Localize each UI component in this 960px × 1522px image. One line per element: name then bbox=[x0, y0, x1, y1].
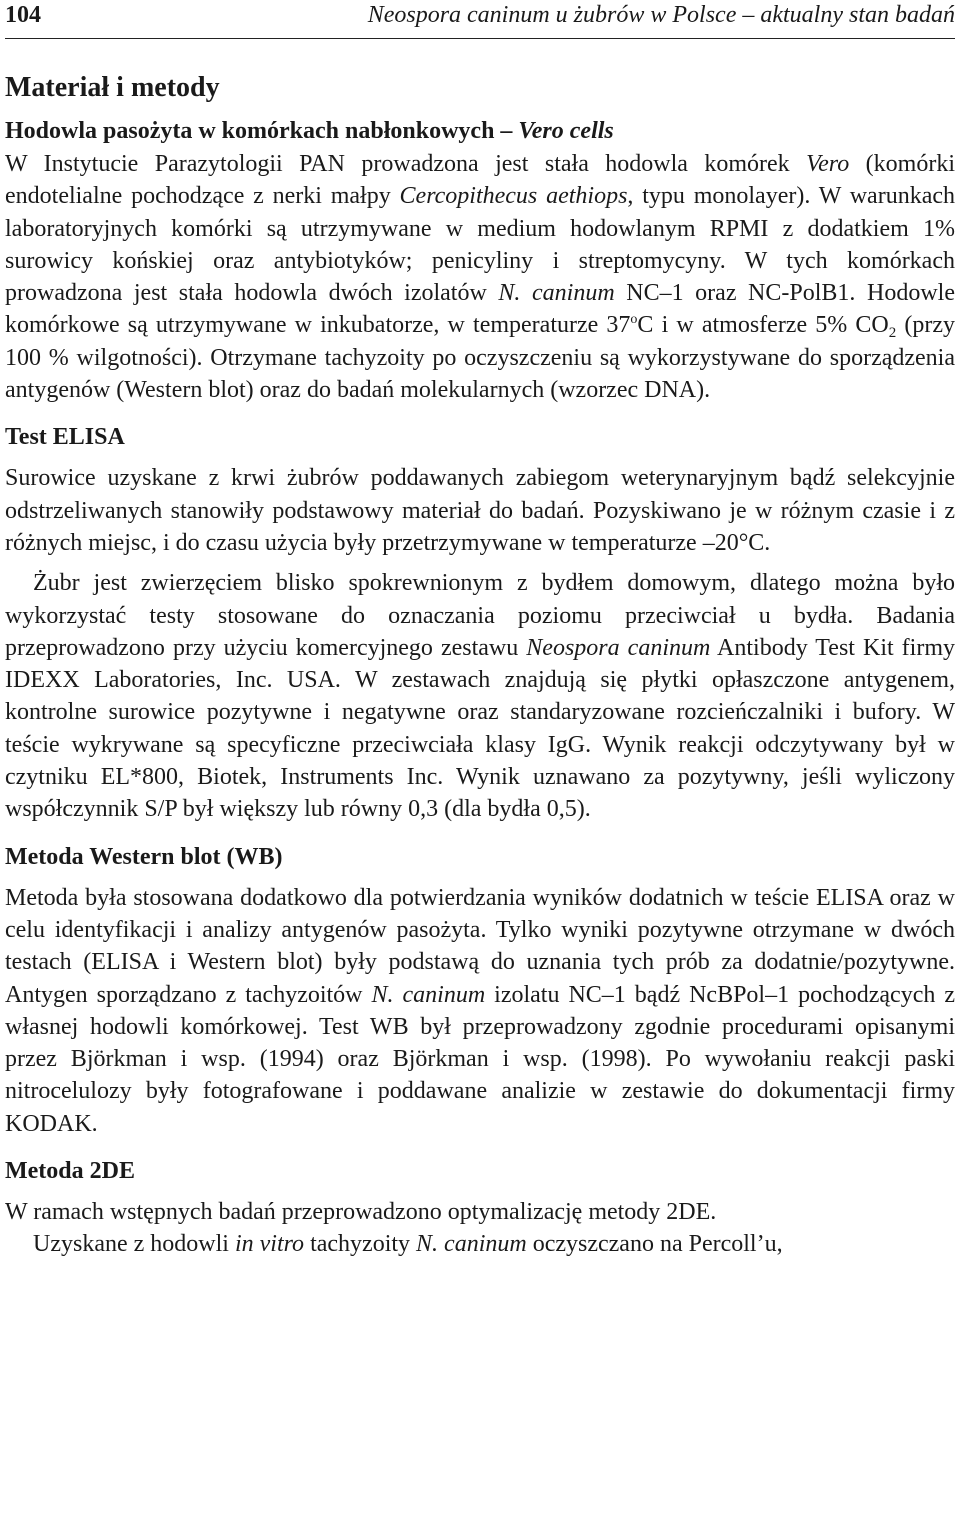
text-run: izolatu NC–1 bądź NcBPol–1 pochodzących z własnej hodowli komórkowej. Test WB był przeprowadzony zgodnie procedurami opisanymi przez Björkman i wsp. (1994) oraz Björkman i wsp. (1998). Po wywołaniu reakcji paski nitrocelulozy były fotografowane i poddawane analizie w zestawie do dokumentacji firmy KODAK. bbox=[5, 981, 955, 1137]
text-run: tachyzoity bbox=[304, 1231, 417, 1258]
text-run: C i w atmosferze 5% CO bbox=[637, 312, 889, 339]
italic-term: N. caninum bbox=[416, 1231, 527, 1258]
paragraph-2de-purification bbox=[5, 1228, 955, 1260]
text-run: Uzyskane z hodowli bbox=[33, 1231, 235, 1258]
text-run: NC–1 oraz NC-PolB1. Hodowle komórkowe są utrzymywane w inkubatorze, w temperaturze 37 bbox=[5, 280, 955, 339]
italic-term: in vitro bbox=[234, 1231, 305, 1258]
superscript: o bbox=[630, 312, 638, 328]
text-run: Antibody Test Kit firmy IDEXX Laboratories, Inc. USA. W zestawach znajdują się płytki opłaszczone antygenem, kontrolne surowice pozytywne i negatywne oraz standaryzowane rozcieńczalniki i bufory. W teście wykrywane są specyficzne przeciwciała klasy IgG. Wynik reakcji odczytywany był w czytniku EL*800, Biotek, Instruments Inc. Wynik uznawano za pozytywny, jeśli wyliczony współczynnik S/P był większy lub równy 0,3 (dla bydła 0,5). bbox=[5, 634, 956, 823]
text-run: (przy 100 % wilgotności). Otrzymane tachyzoity po oczyszczeniu są wykorzystywane do sporządzenia antygenów (Western blot) oraz do badań molekularnych (wzorzec DNA). bbox=[5, 312, 956, 404]
italic-term: Cercopithecus aethiops bbox=[399, 183, 628, 210]
paragraph-2de-intro: W ramach wstępnych badań przeprowadzono optymalizację metody 2DE. bbox=[5, 1199, 717, 1226]
subscript: 2 bbox=[888, 325, 897, 342]
subsection-title-2de: Metoda 2DE bbox=[5, 1158, 135, 1185]
text-run: W Instytucie Parazytologii PAN prowadzona jest stała hodowla komórek bbox=[5, 151, 807, 177]
subsection-title-elisa: Test ELISA bbox=[5, 424, 125, 451]
paragraph-cell-culture bbox=[5, 148, 955, 406]
text-run: , typu monolayer). W warunkach laboratoryjnych komórki są utrzymywane w medium hodowlanym RPMI z dodatkiem 1% surowicy końskiej oraz antybiotyków; penicyliny i streptomycyny. W tych komórkach prowadzona jest stała hodowla dwóch izolatów bbox=[5, 183, 956, 307]
text-run: oczyszczano na Percoll’u, bbox=[526, 1231, 783, 1258]
section-title: Materiał i metody bbox=[5, 72, 220, 103]
italic-term: Neospora caninum bbox=[526, 634, 711, 661]
text-run: Żubr jest zwierzęciem blisko spokrewnionym z bydłem domowym, dlatego można było wykorzystać testy stosowane do oznaczania poziomu przeciwciał u bydła. Badania przeprowadzono przy użyciu komercyjnego zestawu bbox=[5, 570, 955, 661]
article-body bbox=[5, 70, 955, 1261]
paragraph-western-blot bbox=[5, 882, 955, 1140]
subsection-title-western-blot: Metoda Western blot (WB) bbox=[5, 843, 283, 870]
running-title: Neospora caninum u żubrów w Polsce – aktualny stan badań bbox=[367, 2, 955, 28]
text-run: Metoda była stosowana dodatkowo dla potwierdzania wyników dodatnich w teście ELISA oraz w celu identyfikacji i analizy antygenów pasożyta. Tylko wyniki pozytywne otrzymane w dwóch testach (ELISA i Western blot) były podstawą do uznania tych prób za dodatnie/pozytywne. Antygen sporządzano z tachyzoitów bbox=[5, 884, 955, 1008]
paragraph-elisa-method bbox=[5, 567, 955, 825]
text-run: (komórki endotelialne pochodzące z nerki małpy bbox=[5, 151, 955, 210]
subsection-title-cell-culture bbox=[5, 114, 955, 148]
italic-term: N. caninum bbox=[498, 280, 615, 307]
subsection-title-text: Hodowla pasożyta w komórkach nabłonkowych – bbox=[5, 118, 513, 144]
italic-term: N. caninum bbox=[371, 981, 486, 1008]
paragraph-elisa-samples: Surowice uzyskane z krwi żubrów poddawanych zabiegom weterynaryjnym bądź selekcyjnie odstrzeliwanych stanowiły podstawowy materiał do badań. Pozyskiwano je w różnym czasie i z różnych miejsc, i do czasu użycia były przetrzymywane w temperaturze –20°C. bbox=[5, 465, 955, 556]
subsection-title-italic: Vero cells bbox=[518, 118, 614, 144]
italic-term: Vero bbox=[806, 151, 850, 177]
running-header bbox=[5, 0, 955, 39]
page-number: 104 bbox=[5, 2, 41, 28]
